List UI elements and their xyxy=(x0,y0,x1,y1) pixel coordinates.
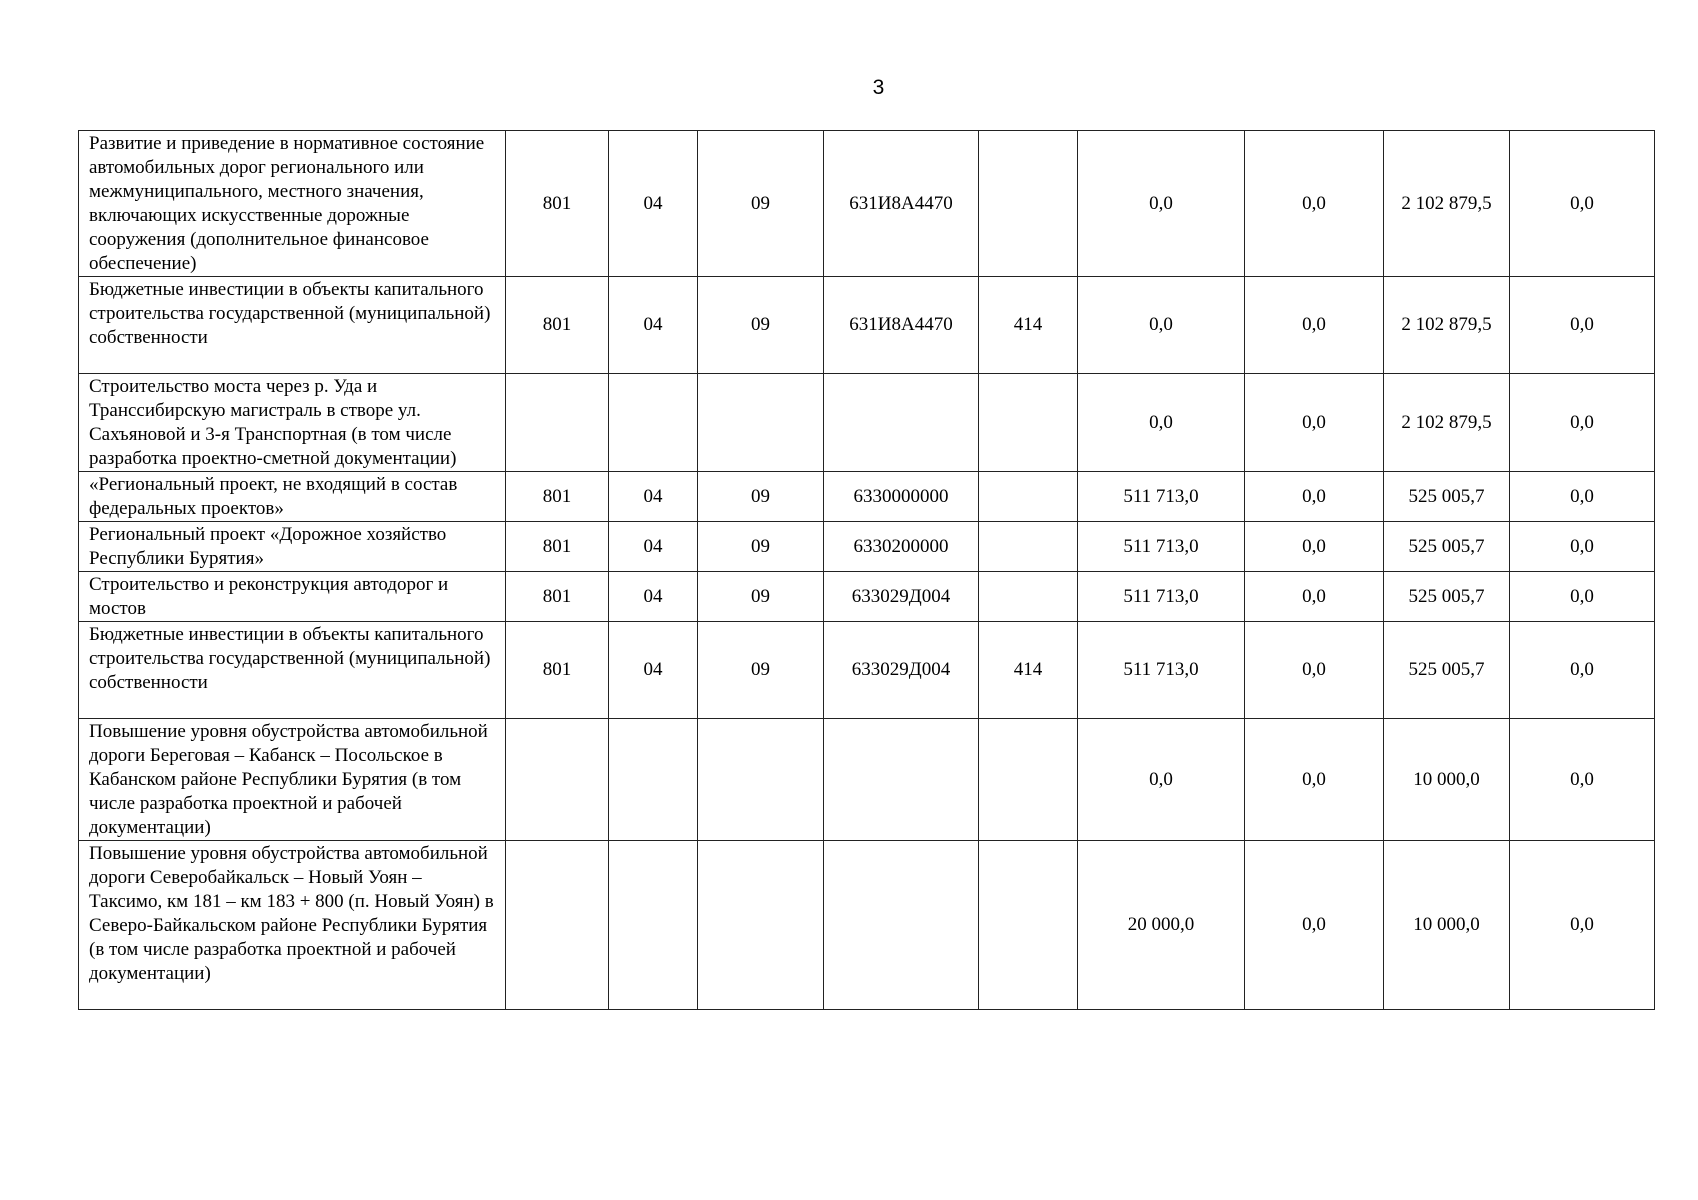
amount-4-cell: 0,0 xyxy=(1510,841,1655,1010)
row-name: Повышение уровня обустройства автомобильной дороги Северобайкальск – Новый Уоян – Таксимо, км 181 – км 183 + 800 (п. Новый Уоян) в Северо-Байкальском районе Республики Бурятия (в том числе разработка проектной и рабочей документации) xyxy=(79,841,506,1010)
amount-2-cell: 0,0 xyxy=(1245,472,1384,522)
amount-2-cell: 0,0 xyxy=(1245,277,1384,374)
row-name: Строительство и реконструкция автодорог и мостов xyxy=(79,572,506,622)
subsection-cell: 09 xyxy=(698,472,824,522)
row-name: Бюджетные инвестиции в объекты капитального строительства государственной (муниципальной) собственности xyxy=(79,622,506,719)
grbs-cell: 801 xyxy=(506,131,609,277)
target-article-cell xyxy=(824,719,979,841)
row-name: Повышение уровня обустройства автомобильной дороги Береговая – Кабанск – Посольское в Кабанском районе Республики Бурятия (в том числе разработка проектной и рабочей документации) xyxy=(79,719,506,841)
section-cell: 04 xyxy=(609,277,698,374)
amount-3-cell: 525 005,7 xyxy=(1384,572,1510,622)
target-article-cell: 6330200000 xyxy=(824,522,979,572)
amount-2-cell: 0,0 xyxy=(1245,374,1384,472)
target-article-cell xyxy=(824,374,979,472)
row-name: Бюджетные инвестиции в объекты капитального строительства государственной (муниципальной) собственности xyxy=(79,277,506,374)
row-name: Строительство моста через р. Уда и Транссибирскую магистраль в створе ул. Сахъяновой и 3-я Транспортная (в том числе разработка проектно-сметной документации) xyxy=(79,374,506,472)
row-name: Развитие и приведение в нормативное состояние автомобильных дорог регионального или межмуниципального, местного значения, включающих искусственные дорожные сооружения (дополнительное финансовое обеспечение) xyxy=(79,131,506,277)
target-article-cell: 6330000000 xyxy=(824,472,979,522)
expense-type-cell: 414 xyxy=(979,277,1078,374)
table-row xyxy=(79,131,1655,277)
subsection-cell: 09 xyxy=(698,277,824,374)
subsection-cell: 09 xyxy=(698,622,824,719)
amount-2-cell: 0,0 xyxy=(1245,522,1384,572)
grbs-cell: 801 xyxy=(506,522,609,572)
amount-1-cell: 0,0 xyxy=(1078,277,1245,374)
row-name: «Региональный проект, не входящий в состав федеральных проектов» xyxy=(79,472,506,522)
amount-2-cell: 0,0 xyxy=(1245,719,1384,841)
subsection-cell: 09 xyxy=(698,572,824,622)
amount-4-cell: 0,0 xyxy=(1510,572,1655,622)
subsection-cell: 09 xyxy=(698,522,824,572)
expense-type-cell xyxy=(979,131,1078,277)
grbs-cell xyxy=(506,719,609,841)
target-article-cell: 633029Д004 xyxy=(824,622,979,719)
amount-2-cell: 0,0 xyxy=(1245,841,1384,1010)
amount-1-cell: 0,0 xyxy=(1078,131,1245,277)
amount-4-cell: 0,0 xyxy=(1510,374,1655,472)
amount-3-cell: 525 005,7 xyxy=(1384,522,1510,572)
amount-1-cell: 511 713,0 xyxy=(1078,622,1245,719)
table-row xyxy=(79,572,1655,622)
table-row xyxy=(79,522,1655,572)
amount-1-cell: 20 000,0 xyxy=(1078,841,1245,1010)
subsection-cell xyxy=(698,374,824,472)
amount-2-cell: 0,0 xyxy=(1245,131,1384,277)
table-row xyxy=(79,719,1655,841)
section-cell xyxy=(609,374,698,472)
amount-1-cell: 511 713,0 xyxy=(1078,572,1245,622)
amount-1-cell: 0,0 xyxy=(1078,374,1245,472)
amount-3-cell: 2 102 879,5 xyxy=(1384,374,1510,472)
amount-3-cell: 2 102 879,5 xyxy=(1384,277,1510,374)
page-number: 3 xyxy=(872,76,885,99)
amount-4-cell: 0,0 xyxy=(1510,622,1655,719)
section-cell: 04 xyxy=(609,472,698,522)
table-row xyxy=(79,622,1655,719)
section-cell: 04 xyxy=(609,522,698,572)
amount-3-cell: 525 005,7 xyxy=(1384,472,1510,522)
expense-type-cell: 414 xyxy=(979,622,1078,719)
expense-type-cell xyxy=(979,374,1078,472)
amount-3-cell: 10 000,0 xyxy=(1384,841,1510,1010)
amount-4-cell: 0,0 xyxy=(1510,131,1655,277)
expense-type-cell xyxy=(979,472,1078,522)
amount-1-cell: 511 713,0 xyxy=(1078,472,1245,522)
subsection-cell xyxy=(698,719,824,841)
amount-4-cell: 0,0 xyxy=(1510,719,1655,841)
grbs-cell: 801 xyxy=(506,622,609,719)
row-name: Региональный проект «Дорожное хозяйство Республики Бурятия» xyxy=(79,522,506,572)
target-article-cell: 631И8А4470 xyxy=(824,277,979,374)
amount-2-cell: 0,0 xyxy=(1245,572,1384,622)
expense-type-cell xyxy=(979,719,1078,841)
target-article-cell: 633029Д004 xyxy=(824,572,979,622)
expense-type-cell xyxy=(979,522,1078,572)
grbs-cell xyxy=(506,374,609,472)
subsection-cell: 09 xyxy=(698,131,824,277)
grbs-cell: 801 xyxy=(506,277,609,374)
amount-4-cell: 0,0 xyxy=(1510,277,1655,374)
amount-3-cell: 525 005,7 xyxy=(1384,622,1510,719)
expense-type-cell xyxy=(979,841,1078,1010)
budget-table xyxy=(78,130,1655,1010)
subsection-cell xyxy=(698,841,824,1010)
section-cell: 04 xyxy=(609,131,698,277)
amount-4-cell: 0,0 xyxy=(1510,522,1655,572)
amount-1-cell: 0,0 xyxy=(1078,719,1245,841)
section-cell: 04 xyxy=(609,572,698,622)
table-row xyxy=(79,841,1655,1010)
section-cell xyxy=(609,719,698,841)
expense-type-cell xyxy=(979,572,1078,622)
grbs-cell: 801 xyxy=(506,472,609,522)
amount-4-cell: 0,0 xyxy=(1510,472,1655,522)
section-cell xyxy=(609,841,698,1010)
grbs-cell xyxy=(506,841,609,1010)
table-row xyxy=(79,374,1655,472)
section-cell: 04 xyxy=(609,622,698,719)
amount-2-cell: 0,0 xyxy=(1245,622,1384,719)
target-article-cell: 631И8А4470 xyxy=(824,131,979,277)
grbs-cell: 801 xyxy=(506,572,609,622)
amount-1-cell: 511 713,0 xyxy=(1078,522,1245,572)
target-article-cell xyxy=(824,841,979,1010)
table-row xyxy=(79,277,1655,374)
amount-3-cell: 10 000,0 xyxy=(1384,719,1510,841)
table-row xyxy=(79,472,1655,522)
amount-3-cell: 2 102 879,5 xyxy=(1384,131,1510,277)
